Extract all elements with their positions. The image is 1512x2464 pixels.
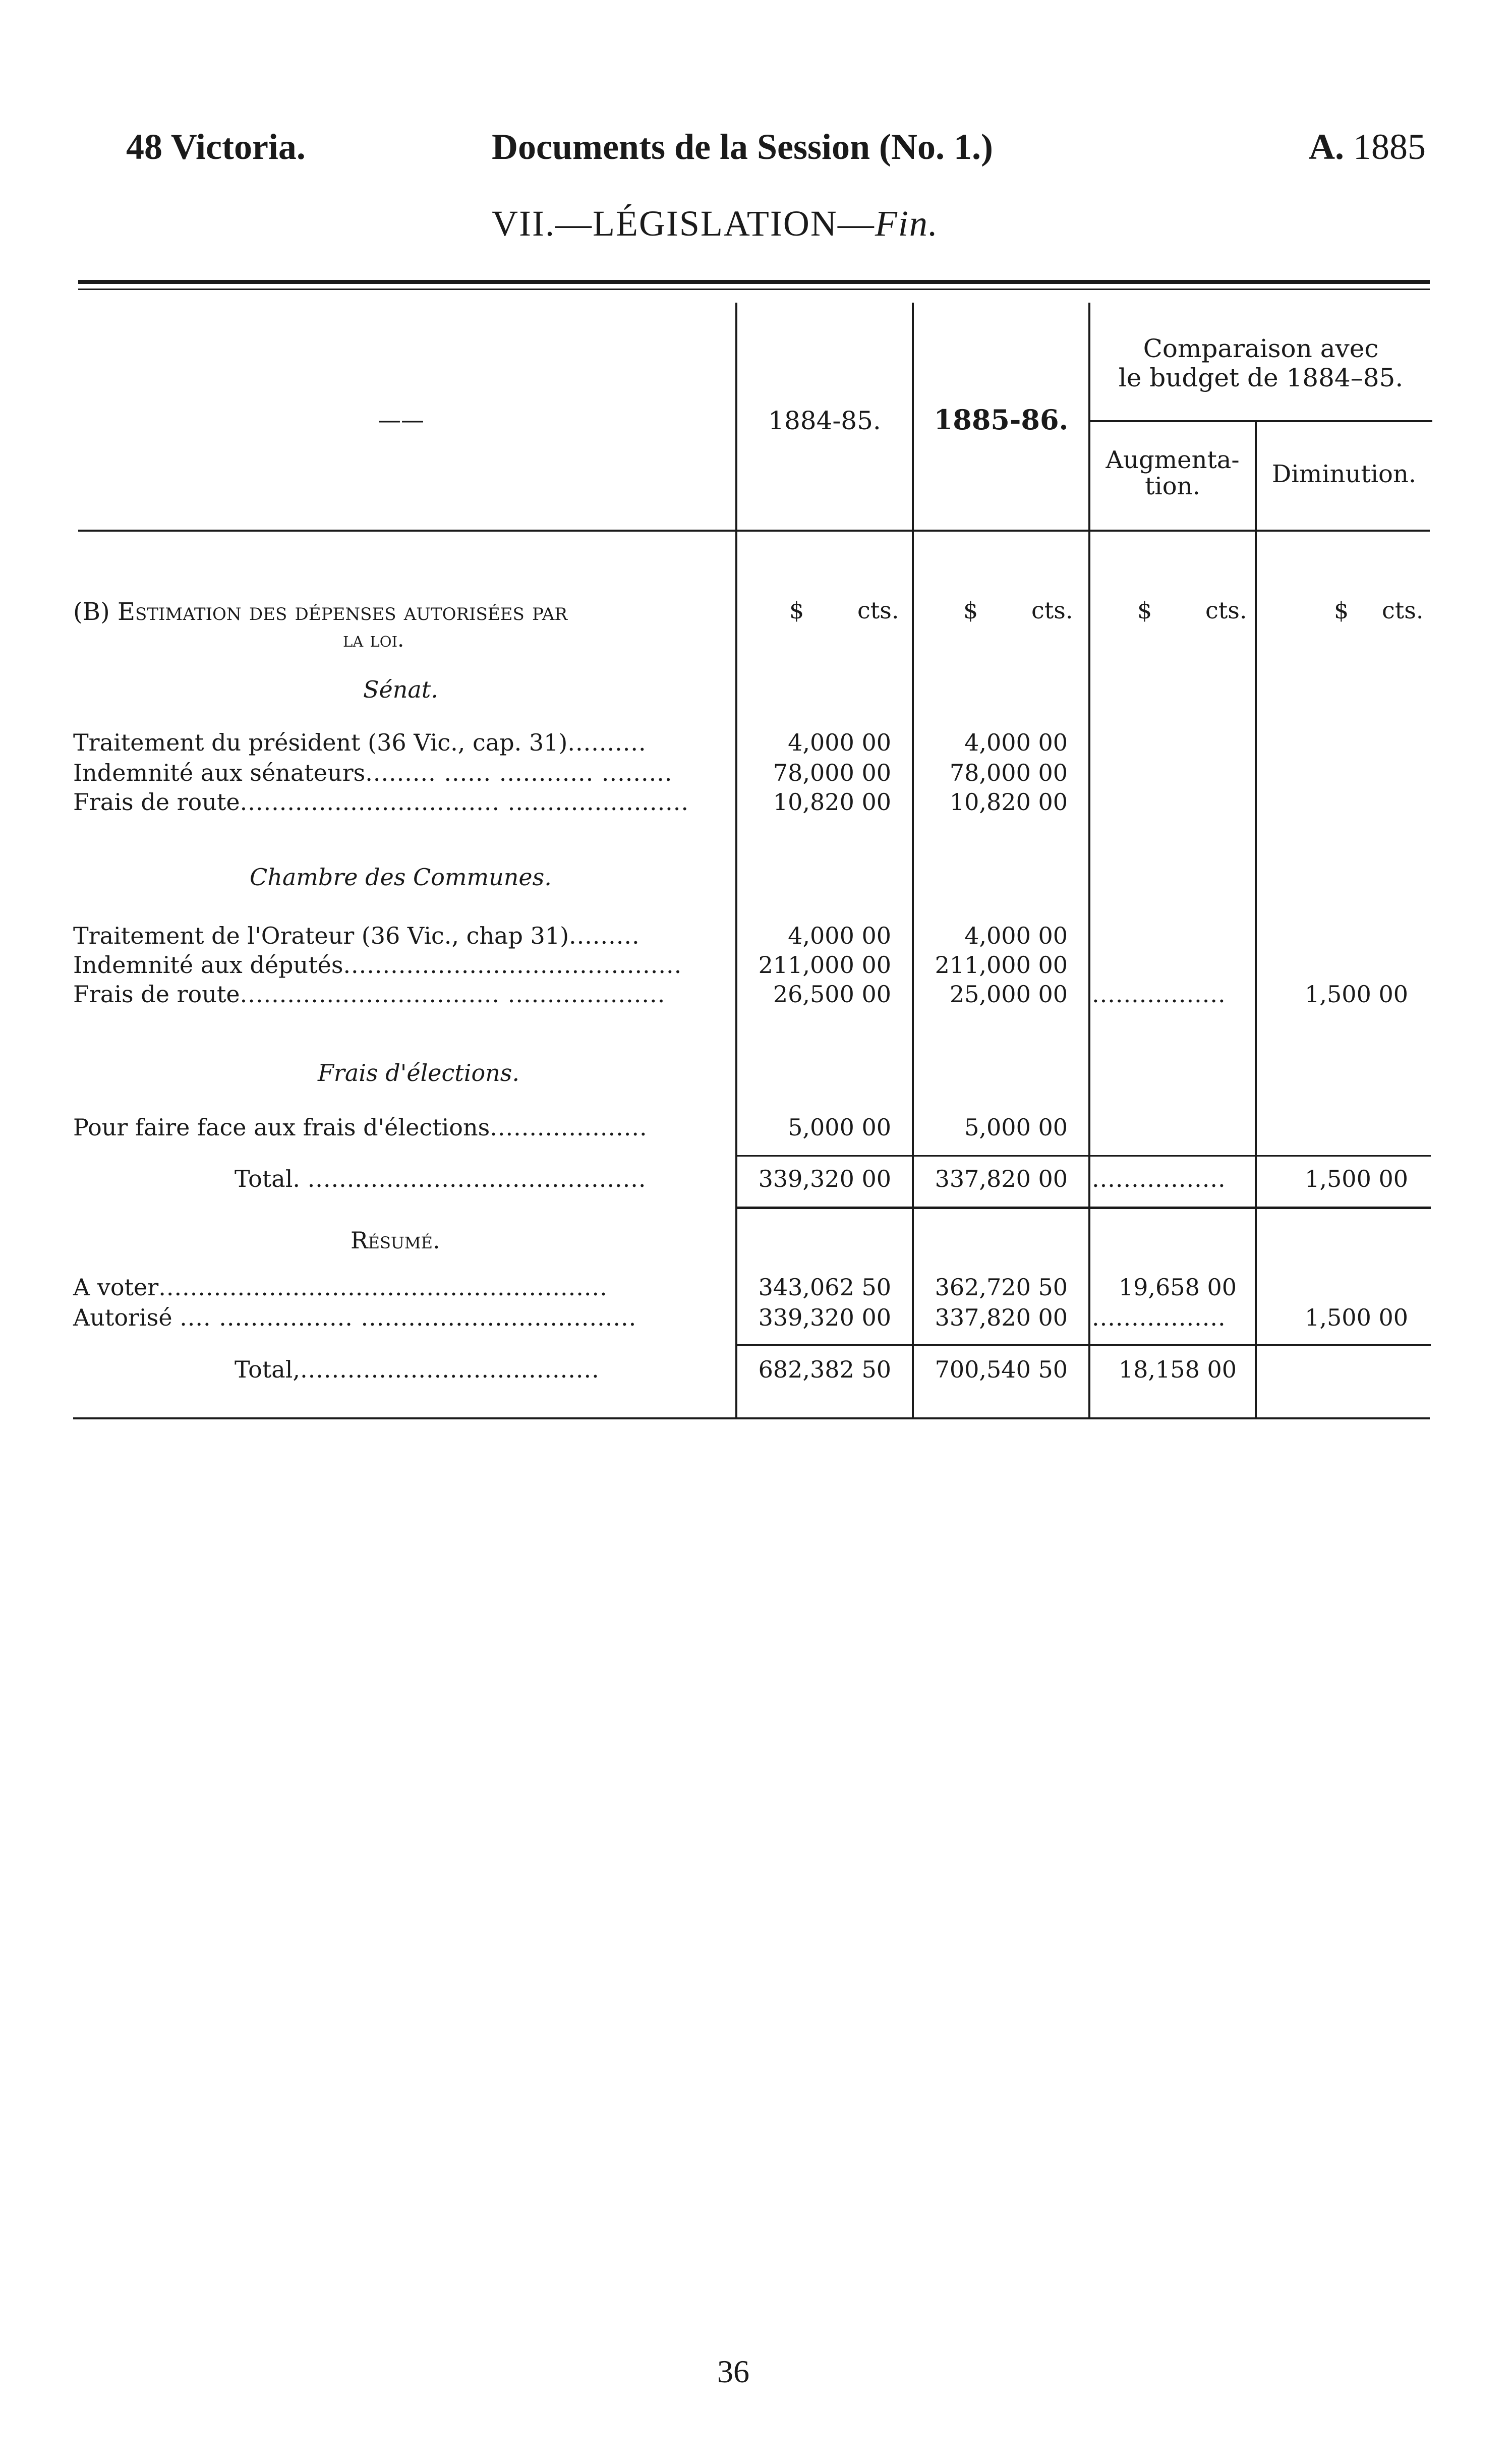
row-value-1884: 4,000 00	[788, 922, 891, 949]
unit-dollar-3: $	[1137, 597, 1152, 624]
title-rule-thick	[78, 280, 1430, 284]
total1-top-rule	[737, 1155, 1431, 1157]
unit-cts-4: cts.	[1382, 597, 1424, 624]
row-value-1884: 5,000 00	[788, 1114, 891, 1141]
column-line-2	[912, 303, 914, 1418]
page-title	[492, 203, 939, 245]
label-column-dash: ——	[378, 406, 424, 433]
group-heading-senat: Sénat.	[363, 676, 438, 703]
unit-cts-1: cts.	[857, 597, 899, 624]
total1-diminution: 1,500 00	[1305, 1165, 1408, 1192]
unit-cts-2: cts.	[1031, 597, 1073, 624]
row-label: Pour faire face aux frais d'élections....................	[73, 1114, 648, 1141]
augmentation-line-2: tion.	[1145, 472, 1200, 500]
header-series-prefix: A.	[1309, 127, 1344, 167]
row-value-diminution: 1,500 00	[1305, 981, 1408, 1008]
resume-value-augmentation: 19,658 00	[1118, 1274, 1237, 1301]
resume-row-label: Autorisé .... ................. ...................................	[73, 1304, 637, 1331]
row-value-1885: 4,000 00	[964, 922, 1068, 949]
table-bottom-rule	[73, 1417, 1430, 1419]
total1-bottom-rule	[737, 1207, 1431, 1209]
unit-dollar-1: $	[789, 597, 804, 624]
row-label: Indemnité aux sénateurs......... ...... ............ .........	[73, 759, 673, 786]
resume-heading: Résumé.	[351, 1227, 440, 1254]
row-value-1884: 211,000 00	[758, 951, 891, 979]
total1-augmentation: .................	[1092, 1165, 1226, 1192]
comparison-divider	[1089, 420, 1432, 422]
resume-value-diminution: 1,500 00	[1305, 1304, 1408, 1331]
row-value-1885: 211,000 00	[935, 951, 1068, 979]
row-label: Frais de route................................. .......................	[73, 788, 689, 816]
group-heading-elections: Frais d'élections.	[318, 1059, 520, 1086]
column-header-1884: 1884-85.	[768, 406, 881, 435]
total2-label: Total,......................................	[235, 1356, 600, 1383]
header-session: Documents de la Session (No. 1.)	[492, 127, 994, 167]
row-value-1884: 4,000 00	[788, 729, 891, 756]
unit-dollar-4: $	[1334, 597, 1349, 624]
row-value-1885: 78,000 00	[949, 759, 1068, 786]
column-header-comparison	[1089, 334, 1432, 392]
header-volume: 48 Victoria.	[126, 127, 306, 167]
total1-1885: 337,820 00	[935, 1165, 1068, 1192]
row-label: Indemnité aux députés...........................................	[73, 951, 682, 979]
row-value-1885: 25,000 00	[949, 981, 1068, 1008]
column-header-diminution: Diminution.	[1271, 460, 1417, 488]
unit-cts-3: cts.	[1205, 597, 1247, 624]
column-line-4	[1255, 422, 1257, 1418]
row-value-1885: 4,000 00	[964, 729, 1068, 756]
total2-augmentation: 18,158 00	[1118, 1356, 1237, 1383]
column-header-1885: 1885-86.	[934, 404, 1069, 436]
page-title-italic: Fin.	[875, 203, 939, 244]
column-header-augmentation	[1089, 447, 1256, 499]
total2-top-rule	[737, 1344, 1431, 1346]
resume-value-1885: 337,820 00	[935, 1304, 1068, 1331]
title-rule-thin	[78, 289, 1430, 290]
row-value-augmentation: .................	[1092, 981, 1226, 1008]
total1-1884: 339,320 00	[758, 1165, 891, 1192]
row-label: Frais de route................................. ....................	[73, 981, 666, 1008]
total2-1885: 700,540 50	[935, 1356, 1068, 1383]
comparison-line-1: Comparaison avec	[1143, 334, 1379, 363]
row-label: Traitement de l'Orateur (36 Vic., chap 31).........	[73, 922, 640, 949]
section-b-heading-cont: la loi.	[343, 627, 404, 652]
resume-value-1884: 339,320 00	[758, 1304, 891, 1331]
page-title-main: VII.—LÉGISLATION—	[492, 203, 875, 244]
resume-value-augmentation: .................	[1092, 1304, 1226, 1331]
total2-1884: 682,382 50	[758, 1356, 891, 1383]
header-series-year: 1885	[1353, 127, 1426, 167]
row-value-1884: 78,000 00	[773, 759, 891, 786]
row-value-1885: 5,000 00	[964, 1114, 1068, 1141]
unit-dollar-2: $	[963, 597, 978, 624]
header-bottom-rule	[78, 530, 1430, 532]
group-heading-communes: Chambre des Communes.	[250, 864, 552, 891]
column-line-3	[1088, 303, 1090, 1418]
total1-label: Total. ...........................................	[235, 1165, 647, 1192]
augmentation-line-1: Augmenta-	[1106, 446, 1240, 474]
comparison-line-2: le budget de 1884–85.	[1118, 363, 1404, 392]
header-series	[1309, 126, 1426, 168]
column-line-1	[735, 303, 737, 1418]
row-value-1884: 26,500 00	[773, 981, 891, 1008]
resume-row-label: A voter.........................................................	[73, 1274, 608, 1301]
row-value-1884: 10,820 00	[773, 788, 891, 816]
section-b-heading: (B) Estimation des dépenses autorisées par	[73, 598, 567, 626]
row-label: Traitement du président (36 Vic., cap. 31)..........	[73, 729, 647, 756]
page-number: 36	[717, 2354, 749, 2389]
resume-value-1885: 362,720 50	[935, 1274, 1068, 1301]
resume-value-1884: 343,062 50	[758, 1274, 891, 1301]
row-value-1885: 10,820 00	[949, 788, 1068, 816]
